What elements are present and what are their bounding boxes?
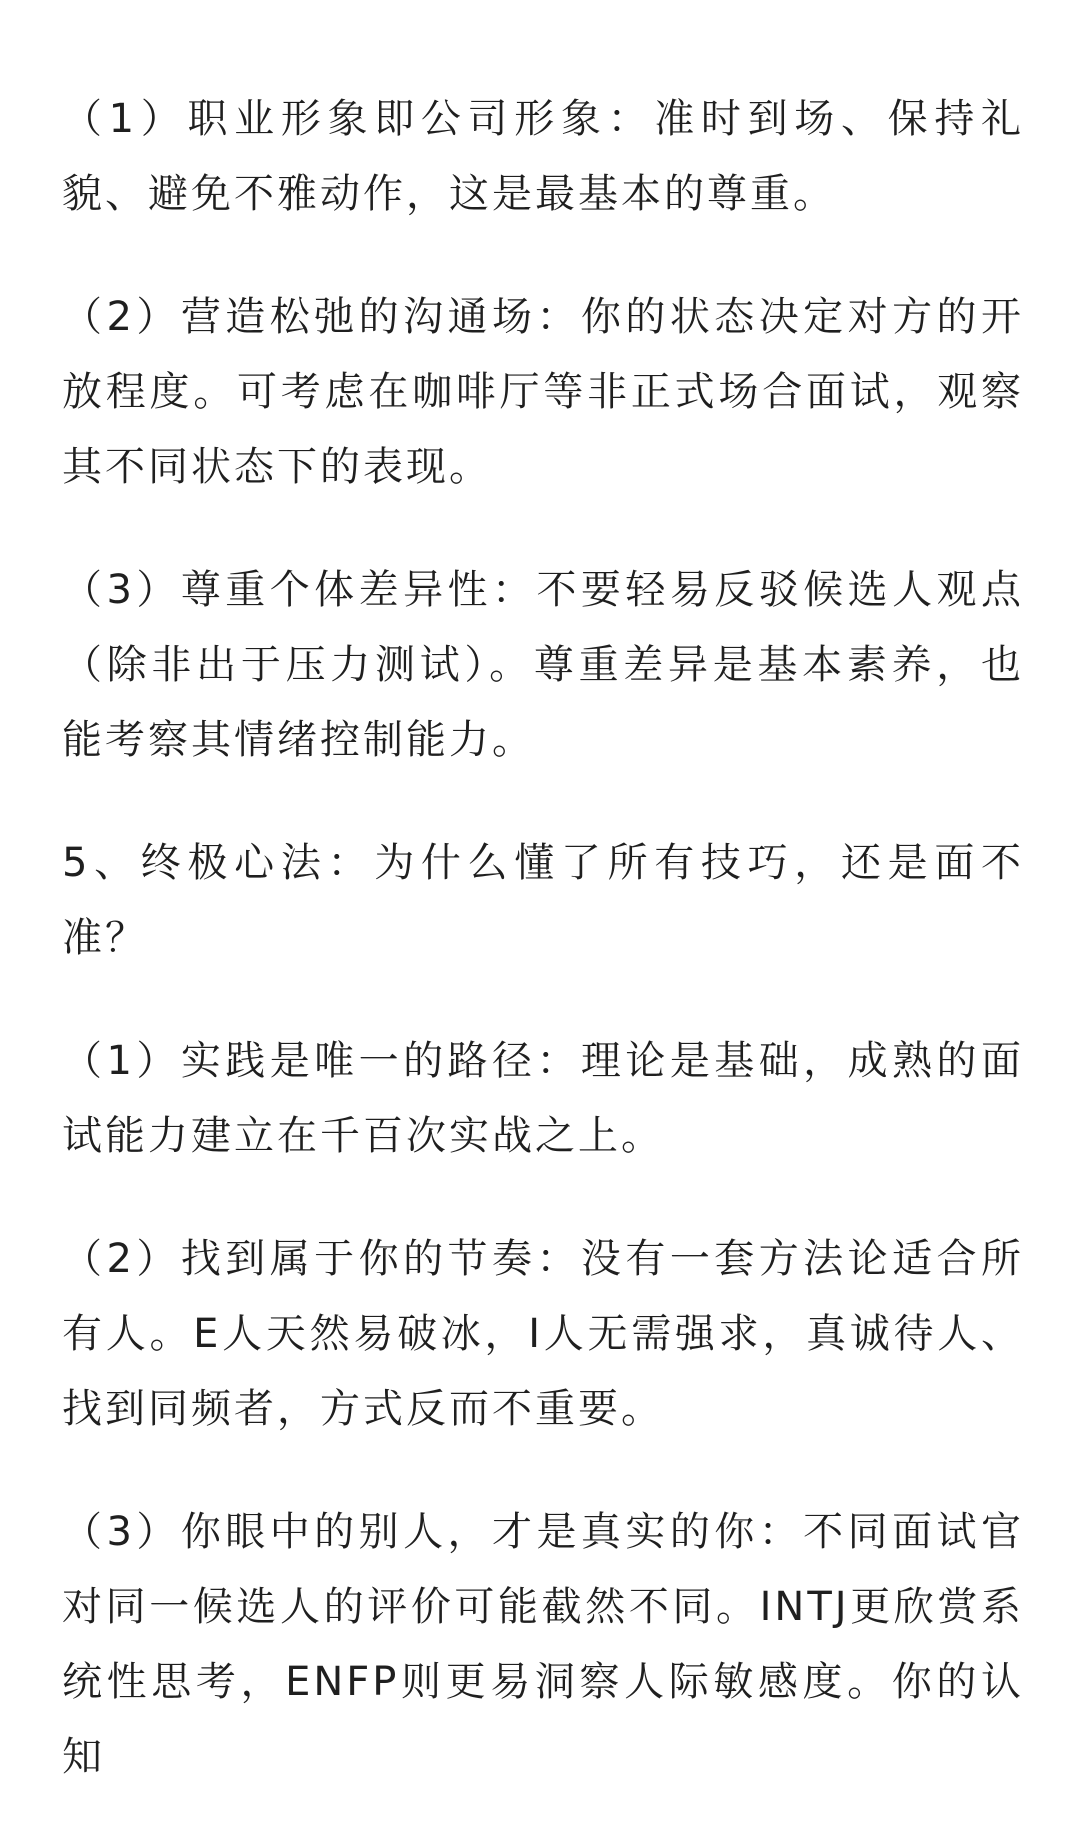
paragraph-relaxed-communication: （2）营造松弛的沟通场：你的状态决定对方的开放程度。可考虑在咖啡厅等非正式场合面试，观察其不同状态下的表现。 bbox=[62, 294, 1024, 490]
paragraph-find-rhythm: （2）找到属于你的节奏：没有一套方法论适合所有人。E人天然易破冰，I人无需强求，真诚待人、找到同频者，方式反而不重要。 bbox=[62, 1236, 1024, 1432]
paragraph-practice-path: （1）实践是唯一的路径：理论是基础，成熟的面试能力建立在千百次实战之上。 bbox=[62, 1038, 1024, 1159]
paragraph-respect-differences: （3）尊重个体差异性：不要轻易反驳候选人观点（除非出于压力测试）。尊重差异是基本素养，也能考察其情绪控制能力。 bbox=[62, 567, 1024, 763]
article-body bbox=[62, 82, 1024, 1843]
paragraph-others-in-your-eyes: （3）你眼中的别人，才是真实的你：不同面试官对同一候选人的评价可能截然不同。INTJ更欣赏系统性思考，ENFP则更易洞察人际敏感度。你的认知 bbox=[62, 1509, 1024, 1780]
section-heading-ultimate-method: 5、终极心法：为什么懂了所有技巧，还是面不准？ bbox=[62, 840, 1024, 961]
paragraph-professional-image: （1）职业形象即公司形象：准时到场、保持礼貌、避免不雅动作，这是最基本的尊重。 bbox=[62, 96, 1024, 217]
